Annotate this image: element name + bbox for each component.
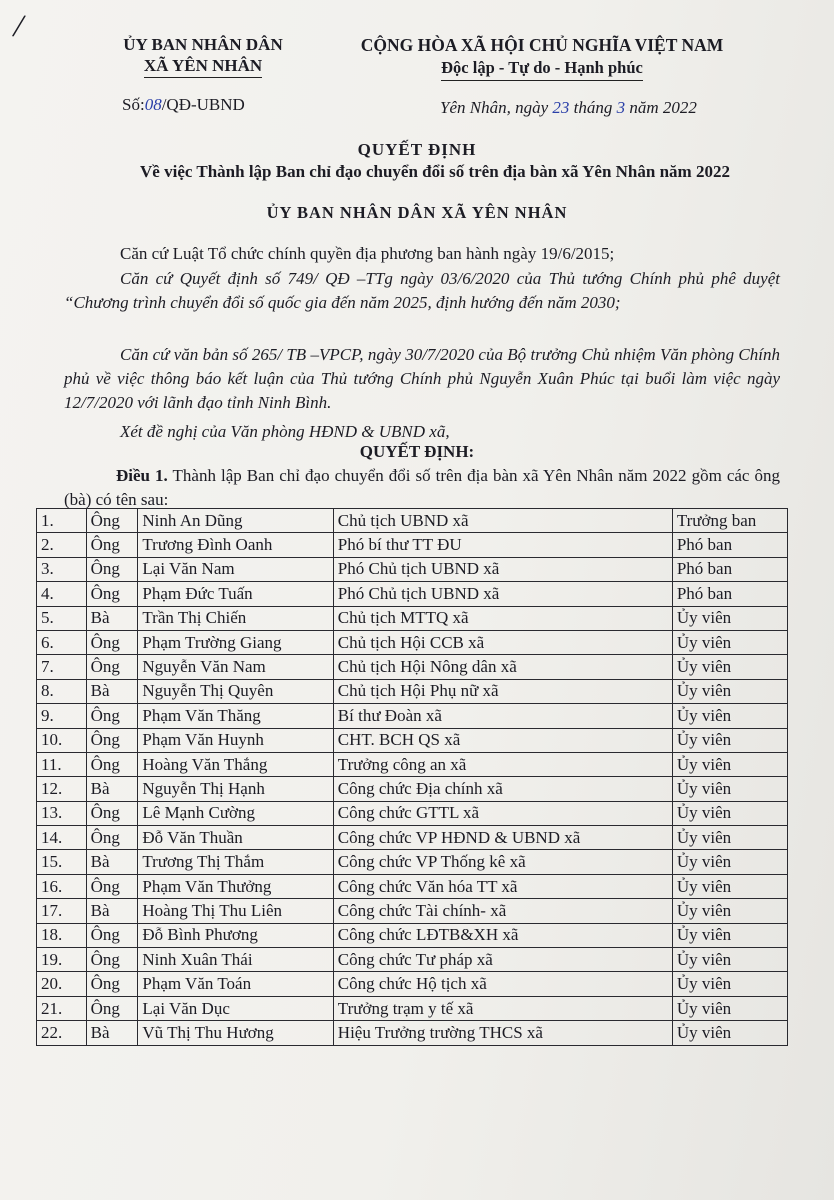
member-title-cell: Ông — [86, 972, 138, 996]
article-1 — [64, 464, 780, 512]
decision-heading: QUYẾT ĐỊNH: — [359, 442, 475, 461]
member-role-cell: Ủy viên — [672, 606, 787, 630]
authority-line1: ỦY BAN NHÂN DÂN — [123, 35, 283, 54]
member-title-cell: Ông — [86, 557, 138, 581]
member-position-cell: Công chức Địa chính xã — [333, 777, 672, 801]
member-role-cell: Ủy viên — [672, 850, 787, 874]
member-role-cell: Ủy viên — [672, 899, 787, 923]
member-position-cell: Trưởng công an xã — [333, 752, 672, 776]
member-role-cell: Phó ban — [672, 582, 787, 606]
member-role-cell: Trưởng ban — [672, 509, 787, 533]
article-1-label: Điều 1. — [116, 466, 168, 485]
member-title-cell: Bà — [86, 606, 138, 630]
member-name-cell: Nguyễn Văn Nam — [138, 655, 333, 679]
member-role-cell: Phó ban — [672, 557, 787, 581]
member-name-cell: Nguyễn Thị Hạnh — [138, 777, 333, 801]
member-title-cell: Ông — [86, 704, 138, 728]
member-title-cell: Bà — [86, 679, 138, 703]
member-no-cell: 13. — [37, 801, 87, 825]
table-row — [37, 630, 788, 654]
member-title-cell: Ông — [86, 801, 138, 825]
member-name-cell: Ninh An Dũng — [138, 509, 333, 533]
member-no-cell: 2. — [37, 533, 87, 557]
document-title: QUYẾT ĐỊNH — [357, 140, 477, 159]
member-position-cell: Công chức VP Thống kê xã — [333, 850, 672, 874]
motto-line2: Độc lập - Tự do - Hạnh phúc — [441, 57, 643, 81]
member-position-cell: Công chức Tư pháp xã — [333, 948, 672, 972]
table-row — [37, 826, 788, 850]
member-role-cell: Ủy viên — [672, 728, 787, 752]
table-row — [37, 582, 788, 606]
member-name-cell: Đỗ Văn Thuần — [138, 826, 333, 850]
member-no-cell: 14. — [37, 826, 87, 850]
table-row — [37, 606, 788, 630]
member-role-cell: Ủy viên — [672, 923, 787, 947]
table-row — [37, 509, 788, 533]
member-position-cell: Chủ tịch Hội CCB xã — [333, 630, 672, 654]
member-no-cell: 4. — [37, 582, 87, 606]
member-position-cell: CHT. BCH QS xã — [333, 728, 672, 752]
member-no-cell: 21. — [37, 996, 87, 1020]
member-role-cell: Ủy viên — [672, 630, 787, 654]
member-name-cell: Phạm Trường Giang — [138, 630, 333, 654]
date-part3: năm 2022 — [625, 98, 697, 117]
member-name-cell: Trần Thị Chiến — [138, 606, 333, 630]
table-row — [37, 679, 788, 703]
member-title-cell: Ông — [86, 826, 138, 850]
member-title-cell: Ông — [86, 509, 138, 533]
handwritten-mark: / — [10, 7, 28, 46]
date-part2: tháng — [569, 98, 617, 117]
member-position-cell: Phó Chủ tịch UBND xã — [333, 582, 672, 606]
article-1-text: Thành lập Ban chỉ đạo chuyển đổi số trên địa bàn xã Yên Nhân năm 2022 gồm các ông (bà) có tên sau: — [64, 466, 781, 509]
table-row — [37, 655, 788, 679]
member-role-cell: Ủy viên — [672, 948, 787, 972]
member-no-cell: 11. — [37, 752, 87, 776]
member-title-cell: Ông — [86, 630, 138, 654]
member-title-cell: Bà — [86, 899, 138, 923]
member-no-cell: 6. — [37, 630, 87, 654]
member-name-cell: Hoàng Văn Thắng — [138, 752, 333, 776]
member-name-cell: Vũ Thị Thu Hương — [138, 1021, 333, 1045]
doc-number-prefix: Số: — [122, 95, 145, 114]
members-table — [36, 508, 788, 1046]
member-name-cell: Lại Văn Dục — [138, 996, 333, 1020]
member-title-cell: Ông — [86, 923, 138, 947]
member-role-cell: Ủy viên — [672, 704, 787, 728]
member-no-cell: 9. — [37, 704, 87, 728]
member-name-cell: Phạm Đức Tuấn — [138, 582, 333, 606]
document-number — [122, 95, 245, 115]
member-role-cell: Ủy viên — [672, 826, 787, 850]
member-position-cell: Chủ tịch MTTQ xã — [333, 606, 672, 630]
member-name-cell: Phạm Văn Toán — [138, 972, 333, 996]
member-role-cell: Ủy viên — [672, 752, 787, 776]
member-no-cell: 1. — [37, 509, 87, 533]
table-row — [37, 557, 788, 581]
member-no-cell: 18. — [37, 923, 87, 947]
table-row — [37, 752, 788, 776]
table-row — [37, 972, 788, 996]
member-no-cell: 12. — [37, 777, 87, 801]
member-name-cell: Lê Mạnh Cường — [138, 801, 333, 825]
doc-number-handwritten: 08 — [144, 95, 162, 114]
table-row — [37, 948, 788, 972]
member-role-cell: Phó ban — [672, 533, 787, 557]
member-no-cell: 5. — [37, 606, 87, 630]
member-title-cell: Bà — [86, 1021, 138, 1045]
member-name-cell: Lại Văn Nam — [138, 557, 333, 581]
basis-1: Căn cứ Luật Tổ chức chính quyền địa phương ban hành ngày 19/6/2015; — [120, 244, 615, 263]
member-role-cell: Ủy viên — [672, 777, 787, 801]
member-role-cell: Ủy viên — [672, 972, 787, 996]
member-role-cell: Ủy viên — [672, 679, 787, 703]
member-role-cell: Ủy viên — [672, 874, 787, 898]
member-title-cell: Bà — [86, 777, 138, 801]
table-row — [37, 899, 788, 923]
date-month: 3 — [616, 98, 626, 117]
member-name-cell: Đỗ Bình Phương — [138, 923, 333, 947]
issuing-authority — [88, 34, 318, 78]
table-row — [37, 777, 788, 801]
member-position-cell: Công chức LĐTB&XH xã — [333, 923, 672, 947]
member-position-cell: Công chức Văn hóa TT xã — [333, 874, 672, 898]
member-position-cell: Hiệu Trưởng trường THCS xã — [333, 1021, 672, 1045]
member-title-cell: Ông — [86, 752, 138, 776]
doc-number-suffix: /QĐ-UBND — [161, 95, 245, 114]
member-no-cell: 10. — [37, 728, 87, 752]
member-no-cell: 19. — [37, 948, 87, 972]
table-row — [37, 874, 788, 898]
member-position-cell: Chủ tịch Hội Phụ nữ xã — [333, 679, 672, 703]
member-name-cell: Trương Đình Oanh — [138, 533, 333, 557]
member-name-cell: Phạm Văn Huynh — [138, 728, 333, 752]
member-no-cell: 17. — [37, 899, 87, 923]
member-title-cell: Ông — [86, 582, 138, 606]
date-day: 23 — [552, 98, 570, 117]
committee-heading: ỦY BAN NHÂN DÂN XÃ YÊN NHÂN — [266, 203, 568, 222]
member-title-cell: Ông — [86, 533, 138, 557]
member-position-cell: Công chức Hộ tịch xã — [333, 972, 672, 996]
member-no-cell: 15. — [37, 850, 87, 874]
table-row — [37, 728, 788, 752]
member-name-cell: Phạm Văn Thăng — [138, 704, 333, 728]
member-no-cell: 3. — [37, 557, 87, 581]
member-position-cell: Chủ tịch Hội Nông dân xã — [333, 655, 672, 679]
member-title-cell: Bà — [86, 850, 138, 874]
date-part1: Yên Nhân, ngày — [440, 98, 553, 117]
table-row — [37, 996, 788, 1020]
table-row — [37, 704, 788, 728]
member-position-cell: Bí thư Đoàn xã — [333, 704, 672, 728]
authority-line2: XÃ YÊN NHÂN — [144, 55, 262, 78]
member-position-cell: Công chức Tài chính- xã — [333, 899, 672, 923]
member-no-cell: 20. — [37, 972, 87, 996]
basis-2: Căn cứ Quyết định số 749/ QĐ –TTg ngày 03/6/2020 của Thủ tướng Chính phủ phê duyệt “Chương trình chuyển đổi số quốc gia đến năm 2025, định hướng đến năm 2030; — [64, 269, 780, 312]
document-subtitle: Về việc Thành lập Ban chỉ đạo chuyển đổi số trên địa bàn xã Yên Nhân năm 2022 — [140, 162, 730, 181]
member-title-cell: Ông — [86, 996, 138, 1020]
table-row — [37, 850, 788, 874]
table-row — [37, 801, 788, 825]
date-line — [440, 98, 697, 118]
member-name-cell: Trương Thị Thắm — [138, 850, 333, 874]
member-role-cell: Ủy viên — [672, 996, 787, 1020]
member-position-cell: Chủ tịch UBND xã — [333, 509, 672, 533]
member-position-cell: Phó Chủ tịch UBND xã — [333, 557, 672, 581]
table-row — [37, 923, 788, 947]
member-title-cell: Ông — [86, 874, 138, 898]
member-title-cell: Ông — [86, 728, 138, 752]
motto-line1: CỘNG HÒA XÃ HỘI CHỦ NGHĨA VIỆT NAM — [360, 35, 724, 55]
basis-3: Căn cứ văn bản số 265/ TB –VPCP, ngày 30/7/2020 của Bộ trưởng Chủ nhiệm Văn phòng Chính phủ về việc thông báo kết luận của Thủ tướng Chính phủ Nguyễn Xuân Phúc tại buổi làm việc ngày 12/7/2020 với lãnh đạo tỉnh Ninh Bình. — [64, 345, 780, 412]
member-title-cell: Ông — [86, 948, 138, 972]
member-no-cell: 8. — [37, 679, 87, 703]
member-role-cell: Ủy viên — [672, 1021, 787, 1045]
basis-4: Xét đề nghị của Văn phòng HĐND & UBND xã, — [120, 422, 450, 441]
member-name-cell: Phạm Văn Thưởng — [138, 874, 333, 898]
member-position-cell: Trưởng trạm y tế xã — [333, 996, 672, 1020]
table-row — [37, 533, 788, 557]
member-position-cell: Công chức GTTL xã — [333, 801, 672, 825]
member-name-cell: Nguyễn Thị Quyên — [138, 679, 333, 703]
member-name-cell: Ninh Xuân Thái — [138, 948, 333, 972]
member-no-cell: 22. — [37, 1021, 87, 1045]
member-name-cell: Hoàng Thị Thu Liên — [138, 899, 333, 923]
table-row — [37, 1021, 788, 1045]
national-motto — [322, 34, 762, 81]
member-title-cell: Ông — [86, 655, 138, 679]
member-no-cell: 7. — [37, 655, 87, 679]
member-no-cell: 16. — [37, 874, 87, 898]
member-role-cell: Ủy viên — [672, 655, 787, 679]
member-position-cell: Phó bí thư TT ĐU — [333, 533, 672, 557]
member-position-cell: Công chức VP HĐND & UBND xã — [333, 826, 672, 850]
member-role-cell: Ủy viên — [672, 801, 787, 825]
